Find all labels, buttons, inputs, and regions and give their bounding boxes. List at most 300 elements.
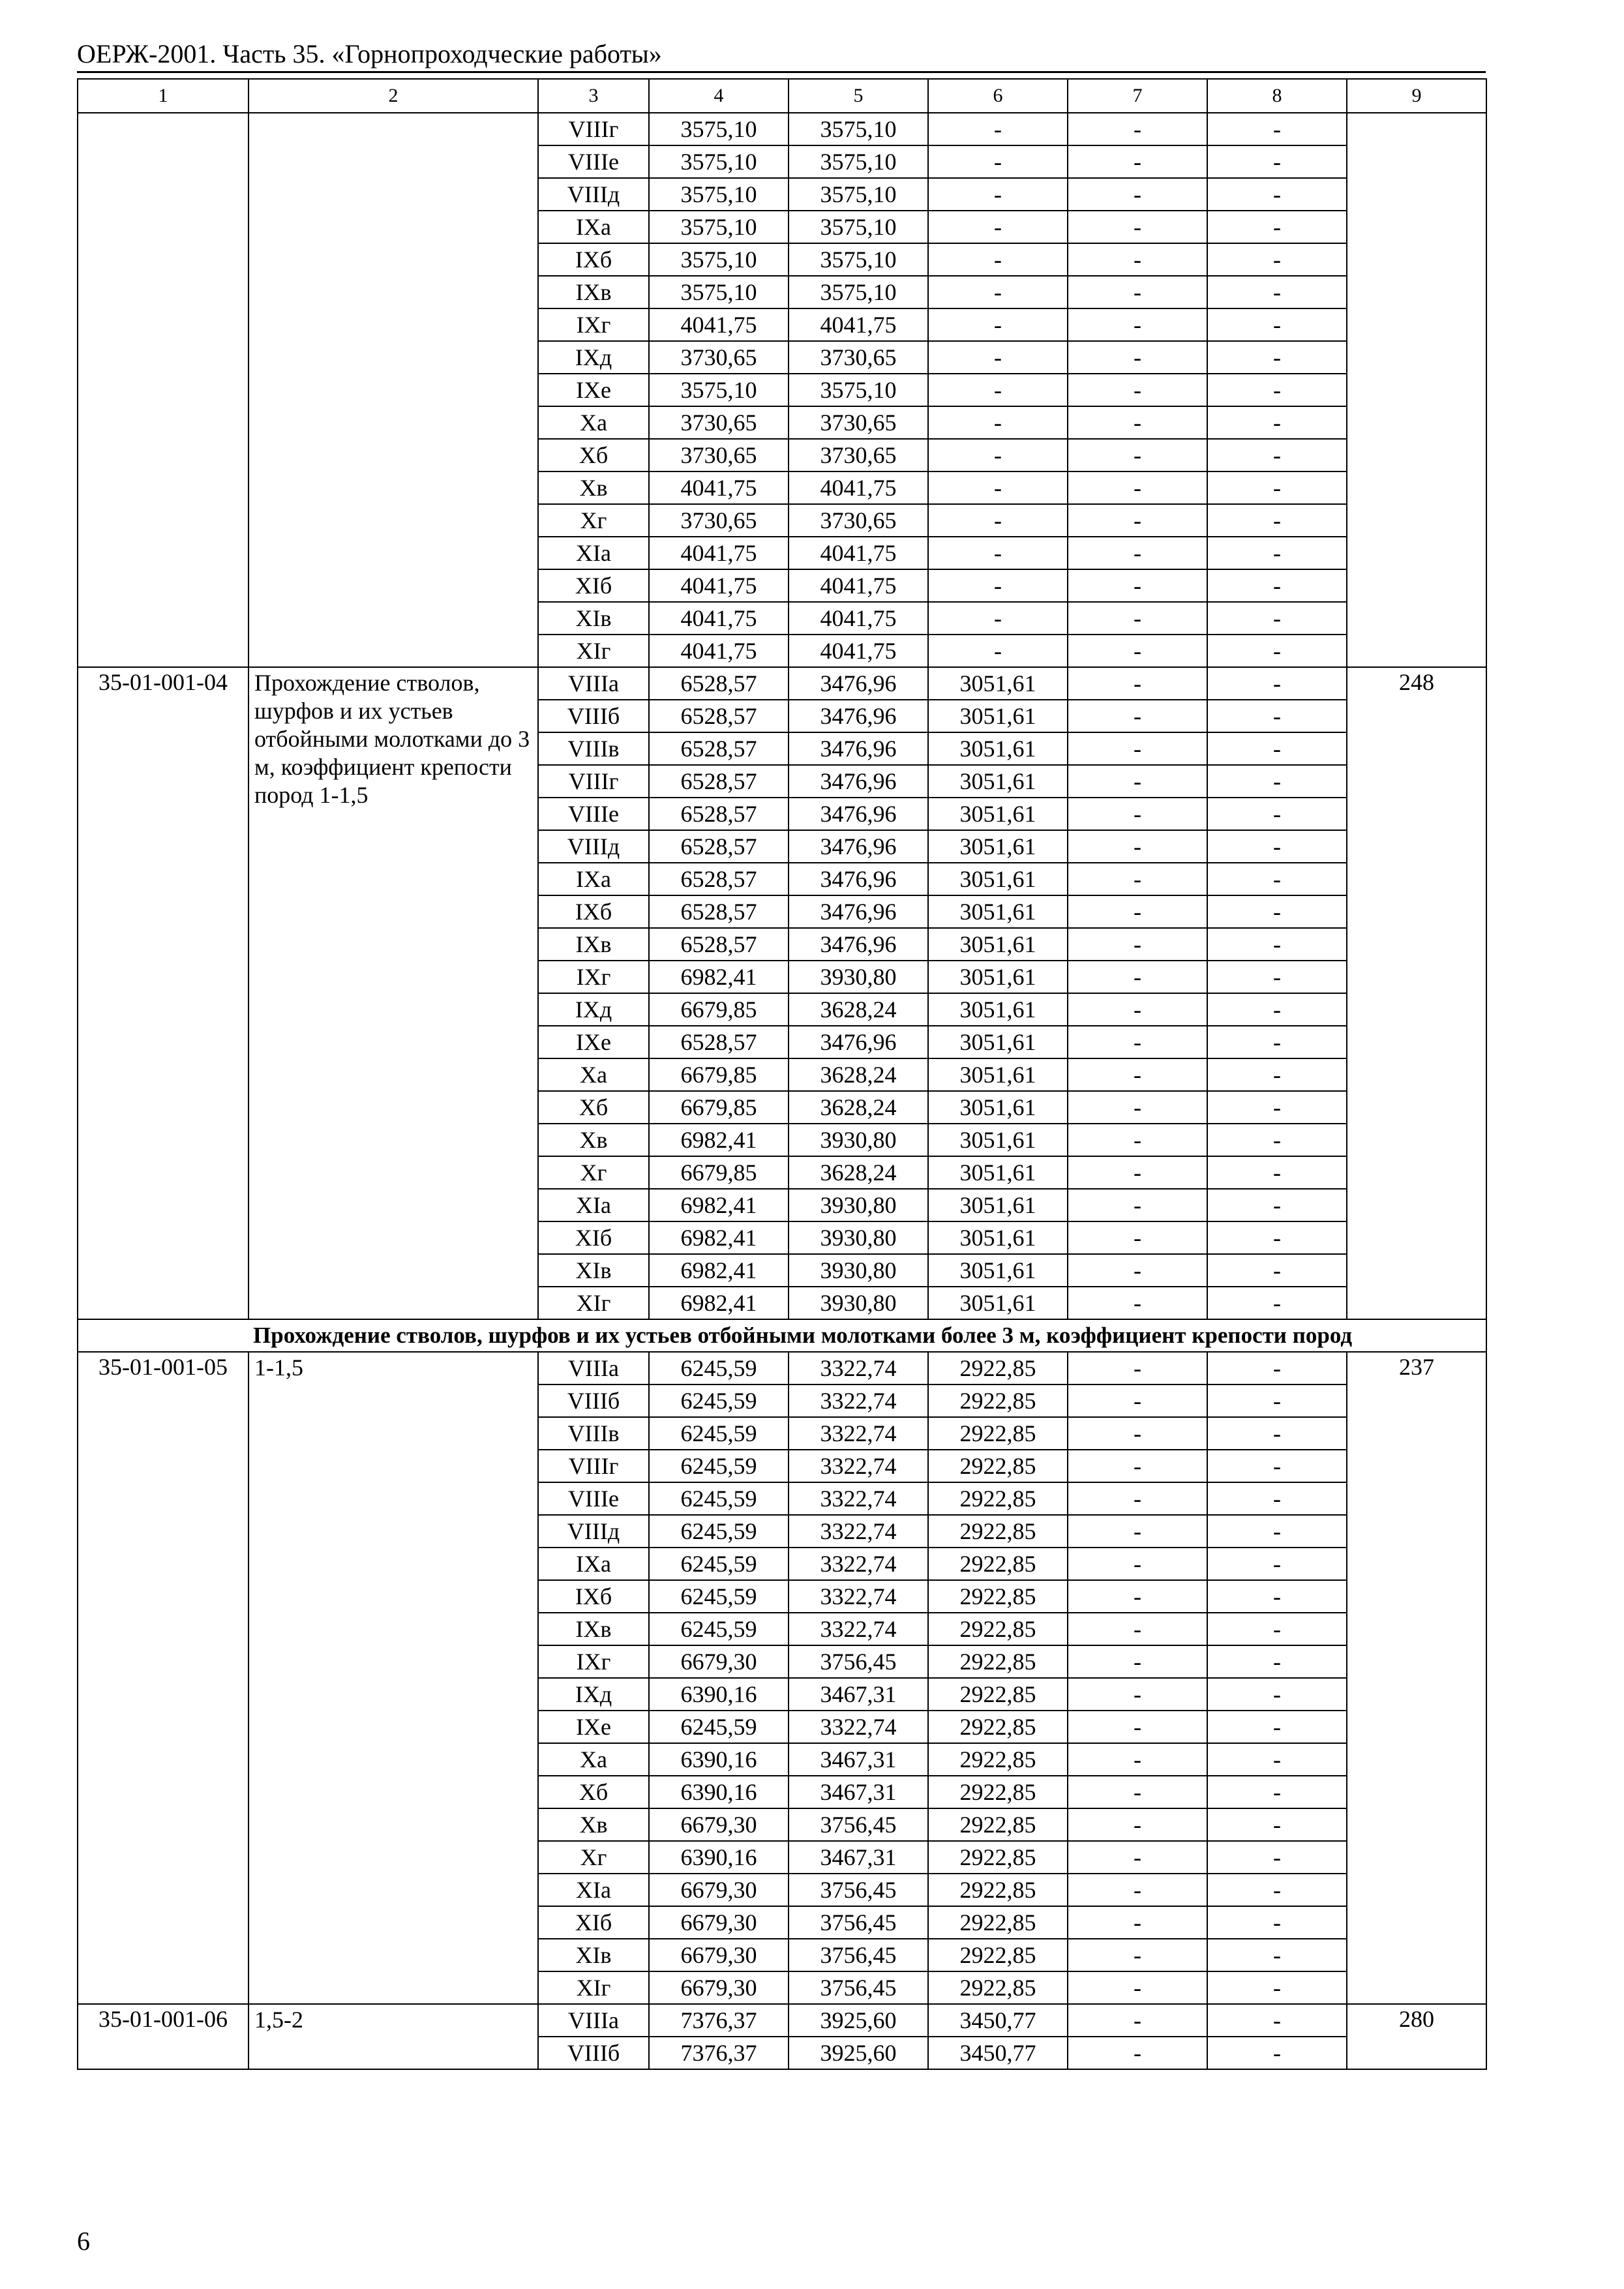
wages-cell: 3322,74	[789, 1711, 928, 1743]
materials-cell: -	[1207, 700, 1347, 732]
total-cost-cell: 6528,57	[649, 830, 789, 863]
drivers-wages-cell: -	[1068, 635, 1207, 667]
machines-cell: 2922,85	[928, 1645, 1068, 1678]
machines-cell: 3051,61	[928, 1091, 1068, 1124]
wages-cell: 3322,74	[789, 1548, 928, 1580]
wages-cell: 3730,65	[789, 406, 928, 439]
materials-cell: -	[1207, 2004, 1347, 2037]
machines-cell: 3051,61	[928, 765, 1068, 798]
machines-cell: 3051,61	[928, 700, 1068, 732]
materials-cell: -	[1207, 635, 1347, 667]
zone-cell: Xа	[538, 1058, 649, 1091]
machines-cell: -	[928, 406, 1068, 439]
drivers-wages-cell: -	[1068, 308, 1207, 341]
wages-cell: 3756,45	[789, 1939, 928, 1971]
machines-cell: 3051,61	[928, 667, 1068, 700]
table-row	[78, 1352, 1486, 1384]
total-cost-cell: 6528,57	[649, 765, 789, 798]
total-cost-cell: 4041,75	[649, 635, 789, 667]
wages-cell: 3476,96	[789, 667, 928, 700]
machines-cell: 3051,61	[928, 830, 1068, 863]
machines-cell: -	[928, 243, 1068, 276]
column-number: 7	[1068, 79, 1207, 113]
rate-code	[78, 113, 248, 667]
total-cost-cell: 6245,59	[649, 1548, 789, 1580]
machines-cell: 3051,61	[928, 1026, 1068, 1058]
wages-cell: 3575,10	[789, 178, 928, 211]
materials-cell: -	[1207, 504, 1347, 537]
total-cost-cell: 6528,57	[649, 928, 789, 961]
drivers-wages-cell: -	[1068, 602, 1207, 635]
drivers-wages-cell: -	[1068, 243, 1207, 276]
materials-cell: -	[1207, 961, 1347, 993]
total-cost-cell: 6982,41	[649, 1189, 789, 1221]
zone-cell: XIб	[538, 569, 649, 602]
total-cost-cell: 6528,57	[649, 732, 789, 765]
materials-cell: -	[1207, 276, 1347, 308]
wages-cell: 3476,96	[789, 830, 928, 863]
drivers-wages-cell: -	[1068, 863, 1207, 895]
labor-cost: 237	[1347, 1352, 1486, 2004]
total-cost-cell: 6245,59	[649, 1417, 789, 1450]
zone-cell: Xб	[538, 439, 649, 471]
drivers-wages-cell: -	[1068, 1613, 1207, 1645]
drivers-wages-cell: -	[1068, 471, 1207, 504]
materials-cell: -	[1207, 145, 1347, 178]
materials-cell: -	[1207, 1678, 1347, 1711]
total-cost-cell: 6679,85	[649, 1156, 789, 1189]
wages-cell: 3476,96	[789, 765, 928, 798]
wages-cell: 3930,80	[789, 1287, 928, 1319]
total-cost-cell: 6679,30	[649, 1906, 789, 1939]
zone-cell: IXд	[538, 993, 649, 1026]
zone-cell: IXа	[538, 211, 649, 243]
total-cost-cell: 6390,16	[649, 1678, 789, 1711]
drivers-wages-cell: -	[1068, 1548, 1207, 1580]
drivers-wages-cell: -	[1068, 732, 1207, 765]
machines-cell: -	[928, 276, 1068, 308]
drivers-wages-cell: -	[1068, 1156, 1207, 1189]
total-cost-cell: 6679,30	[649, 1808, 789, 1841]
materials-cell: -	[1207, 830, 1347, 863]
total-cost-cell: 6245,59	[649, 1384, 789, 1417]
machines-cell: 2922,85	[928, 1580, 1068, 1613]
machines-cell: 3051,61	[928, 1254, 1068, 1287]
materials-cell: -	[1207, 374, 1347, 406]
drivers-wages-cell: -	[1068, 1254, 1207, 1287]
wages-cell: 3476,96	[789, 928, 928, 961]
machines-cell: 2922,85	[928, 1352, 1068, 1384]
machines-cell: 2922,85	[928, 1678, 1068, 1711]
rate-code: 35-01-001-04	[78, 667, 248, 1319]
zone-cell: Xа	[538, 1743, 649, 1776]
zone-cell: IXв	[538, 276, 649, 308]
materials-cell: -	[1207, 308, 1347, 341]
zone-cell: IXг	[538, 308, 649, 341]
zone-cell: XIа	[538, 537, 649, 569]
materials-cell: -	[1207, 1254, 1347, 1287]
drivers-wages-cell: -	[1068, 276, 1207, 308]
drivers-wages-cell: -	[1068, 145, 1207, 178]
machines-cell: 2922,85	[928, 1384, 1068, 1417]
zone-cell: VIIIв	[538, 1417, 649, 1450]
drivers-wages-cell: -	[1068, 1450, 1207, 1482]
total-cost-cell: 3575,10	[649, 243, 789, 276]
materials-cell: -	[1207, 1645, 1347, 1678]
machines-cell: 3051,61	[928, 961, 1068, 993]
total-cost-cell: 6390,16	[649, 1841, 789, 1874]
materials-cell: -	[1207, 1287, 1347, 1319]
zone-cell: VIIIе	[538, 145, 649, 178]
machines-cell: -	[928, 145, 1068, 178]
column-number: 5	[789, 79, 928, 113]
zone-cell: Xб	[538, 1776, 649, 1808]
drivers-wages-cell: -	[1068, 1417, 1207, 1450]
total-cost-cell: 7376,37	[649, 2037, 789, 2069]
wages-cell: 3575,10	[789, 113, 928, 145]
machines-cell: 2922,85	[928, 1711, 1068, 1743]
zone-cell: XIг	[538, 1971, 649, 2004]
materials-cell: -	[1207, 178, 1347, 211]
wages-cell: 3476,96	[789, 1026, 928, 1058]
wages-cell: 3467,31	[789, 1678, 928, 1711]
materials-cell: -	[1207, 1776, 1347, 1808]
machines-cell: 3051,61	[928, 895, 1068, 928]
drivers-wages-cell: -	[1068, 537, 1207, 569]
materials-cell: -	[1207, 1450, 1347, 1482]
materials-cell: -	[1207, 1971, 1347, 2004]
machines-cell: 2922,85	[928, 1939, 1068, 1971]
total-cost-cell: 6679,85	[649, 1058, 789, 1091]
wages-cell: 3628,24	[789, 1156, 928, 1189]
zone-cell: IXб	[538, 1580, 649, 1613]
total-cost-cell: 6679,85	[649, 1091, 789, 1124]
drivers-wages-cell: -	[1068, 830, 1207, 863]
total-cost-cell: 6982,41	[649, 1287, 789, 1319]
total-cost-cell: 6245,59	[649, 1613, 789, 1645]
total-cost-cell: 6982,41	[649, 1254, 789, 1287]
zone-cell: VIIIа	[538, 667, 649, 700]
wages-cell: 3930,80	[789, 961, 928, 993]
wages-cell: 3467,31	[789, 1841, 928, 1874]
drivers-wages-cell: -	[1068, 341, 1207, 374]
section-heading: Прохождение стволов, шурфов и их устьев отбойными молотками более 3 м, коэффициент крепости пород	[78, 1319, 1486, 1352]
wages-cell: 4041,75	[789, 602, 928, 635]
wages-cell: 3925,60	[789, 2004, 928, 2037]
machines-cell: -	[928, 602, 1068, 635]
materials-cell: -	[1207, 993, 1347, 1026]
zone-cell: XIб	[538, 1221, 649, 1254]
drivers-wages-cell: -	[1068, 1058, 1207, 1091]
document-header: ОЕРЖ-2001. Часть 35. «Горнопроходческие работы»	[77, 39, 662, 68]
drivers-wages-cell: -	[1068, 1874, 1207, 1906]
wages-cell: 4041,75	[789, 308, 928, 341]
drivers-wages-cell: -	[1068, 504, 1207, 537]
total-cost-cell: 3730,65	[649, 439, 789, 471]
drivers-wages-cell: -	[1068, 798, 1207, 830]
wages-cell: 3628,24	[789, 1058, 928, 1091]
drivers-wages-cell: -	[1068, 1026, 1207, 1058]
zone-cell: XIв	[538, 1939, 649, 1971]
zone-cell: IXг	[538, 1645, 649, 1678]
zone-cell: VIIIд	[538, 178, 649, 211]
wages-cell: 3730,65	[789, 439, 928, 471]
total-cost-cell: 6679,85	[649, 993, 789, 1026]
total-cost-cell: 6245,59	[649, 1711, 789, 1743]
drivers-wages-cell: -	[1068, 1841, 1207, 1874]
machines-cell: 2922,85	[928, 1417, 1068, 1450]
wages-cell: 3575,10	[789, 243, 928, 276]
machines-cell: 3450,77	[928, 2004, 1068, 2037]
materials-cell: -	[1207, 2037, 1347, 2069]
zone-cell: IXв	[538, 928, 649, 961]
materials-cell: -	[1207, 1417, 1347, 1450]
drivers-wages-cell: -	[1068, 1124, 1207, 1156]
zone-cell: VIIIб	[538, 700, 649, 732]
section-heading-row	[78, 1319, 1486, 1352]
machines-cell: 3051,61	[928, 1287, 1068, 1319]
materials-cell: -	[1207, 1613, 1347, 1645]
materials-cell: -	[1207, 765, 1347, 798]
zone-cell: VIIIе	[538, 1482, 649, 1515]
labor-cost	[1347, 113, 1486, 667]
machines-cell: -	[928, 308, 1068, 341]
drivers-wages-cell: -	[1068, 1776, 1207, 1808]
total-cost-cell: 3730,65	[649, 504, 789, 537]
zone-cell: IXа	[538, 1548, 649, 1580]
drivers-wages-cell: -	[1068, 1808, 1207, 1841]
total-cost-cell: 3575,10	[649, 276, 789, 308]
machines-cell: -	[928, 113, 1068, 145]
total-cost-cell: 4041,75	[649, 471, 789, 504]
zone-cell: XIв	[538, 1254, 649, 1287]
total-cost-cell: 6528,57	[649, 1026, 789, 1058]
total-cost-cell: 6982,41	[649, 1124, 789, 1156]
drivers-wages-cell: -	[1068, 1580, 1207, 1613]
zone-cell: VIIIа	[538, 1352, 649, 1384]
machines-cell: 2922,85	[928, 1808, 1068, 1841]
materials-cell: -	[1207, 895, 1347, 928]
rate-code: 35-01-001-05	[78, 1352, 248, 2004]
machines-cell: 2922,85	[928, 1971, 1068, 2004]
drivers-wages-cell: -	[1068, 895, 1207, 928]
machines-cell: 2922,85	[928, 1776, 1068, 1808]
materials-cell: -	[1207, 732, 1347, 765]
drivers-wages-cell: -	[1068, 1091, 1207, 1124]
materials-cell: -	[1207, 569, 1347, 602]
zone-cell: Xг	[538, 1841, 649, 1874]
wages-cell: 4041,75	[789, 635, 928, 667]
materials-cell: -	[1207, 602, 1347, 635]
wages-cell: 3756,45	[789, 1808, 928, 1841]
machines-cell: 3051,61	[928, 798, 1068, 830]
materials-cell: -	[1207, 1743, 1347, 1776]
wages-cell: 3756,45	[789, 1645, 928, 1678]
materials-cell: -	[1207, 1156, 1347, 1189]
drivers-wages-cell: -	[1068, 700, 1207, 732]
total-cost-cell: 3730,65	[649, 341, 789, 374]
materials-cell: -	[1207, 1939, 1347, 1971]
materials-cell: -	[1207, 341, 1347, 374]
zone-cell: IXг	[538, 961, 649, 993]
wages-cell: 3756,45	[789, 1874, 928, 1906]
machines-cell: 3051,61	[928, 1156, 1068, 1189]
wages-cell: 3322,74	[789, 1384, 928, 1417]
total-cost-cell: 6679,30	[649, 1939, 789, 1971]
materials-cell: -	[1207, 798, 1347, 830]
price-table	[77, 78, 1487, 2070]
materials-cell: -	[1207, 863, 1347, 895]
drivers-wages-cell: -	[1068, 1287, 1207, 1319]
drivers-wages-cell: -	[1068, 1384, 1207, 1417]
machines-cell: 2922,85	[928, 1743, 1068, 1776]
drivers-wages-cell: -	[1068, 2037, 1207, 2069]
machines-cell: 3450,77	[928, 2037, 1068, 2069]
machines-cell: 3051,61	[928, 1189, 1068, 1221]
wages-cell: 3322,74	[789, 1417, 928, 1450]
total-cost-cell: 3575,10	[649, 178, 789, 211]
drivers-wages-cell: -	[1068, 211, 1207, 243]
machines-cell: 3051,61	[928, 1058, 1068, 1091]
total-cost-cell: 4041,75	[649, 537, 789, 569]
wages-cell: 4041,75	[789, 471, 928, 504]
materials-cell: -	[1207, 1808, 1347, 1841]
machines-cell: 3051,61	[928, 928, 1068, 961]
total-cost-cell: 7376,37	[649, 2004, 789, 2037]
materials-cell: -	[1207, 1189, 1347, 1221]
machines-cell: -	[928, 439, 1068, 471]
labor-cost: 248	[1347, 667, 1486, 1319]
materials-cell: -	[1207, 1874, 1347, 1906]
work-description: 1,5-2	[248, 2004, 538, 2069]
materials-cell: -	[1207, 471, 1347, 504]
machines-cell: -	[928, 569, 1068, 602]
table-body	[78, 79, 1486, 2069]
machines-cell: 2922,85	[928, 1548, 1068, 1580]
drivers-wages-cell: -	[1068, 569, 1207, 602]
wages-cell: 3756,45	[789, 1906, 928, 1939]
column-number: 8	[1207, 79, 1347, 113]
drivers-wages-cell: -	[1068, 406, 1207, 439]
total-cost-cell: 6390,16	[649, 1743, 789, 1776]
drivers-wages-cell: -	[1068, 928, 1207, 961]
wages-cell: 3730,65	[789, 341, 928, 374]
total-cost-cell: 6245,59	[649, 1450, 789, 1482]
wages-cell: 4041,75	[789, 537, 928, 569]
zone-cell: Xв	[538, 1124, 649, 1156]
zone-cell: XIв	[538, 602, 649, 635]
machines-cell: 2922,85	[928, 1841, 1068, 1874]
drivers-wages-cell: -	[1068, 1189, 1207, 1221]
machines-cell: -	[928, 341, 1068, 374]
machines-cell: 2922,85	[928, 1613, 1068, 1645]
materials-cell: -	[1207, 1548, 1347, 1580]
total-cost-cell: 4041,75	[649, 569, 789, 602]
total-cost-cell: 6245,59	[649, 1352, 789, 1384]
column-number: 3	[538, 79, 649, 113]
zone-cell: IXе	[538, 1711, 649, 1743]
wages-cell: 4041,75	[789, 569, 928, 602]
zone-cell: XIа	[538, 1189, 649, 1221]
materials-cell: -	[1207, 1515, 1347, 1548]
zone-cell: VIIIб	[538, 2037, 649, 2069]
drivers-wages-cell: -	[1068, 667, 1207, 700]
column-number: 4	[649, 79, 789, 113]
drivers-wages-cell: -	[1068, 1482, 1207, 1515]
materials-cell: -	[1207, 211, 1347, 243]
drivers-wages-cell: -	[1068, 439, 1207, 471]
machines-cell: -	[928, 471, 1068, 504]
materials-cell: -	[1207, 667, 1347, 700]
drivers-wages-cell: -	[1068, 1678, 1207, 1711]
zone-cell: IXб	[538, 243, 649, 276]
materials-cell: -	[1207, 243, 1347, 276]
wages-cell: 3467,31	[789, 1776, 928, 1808]
wages-cell: 3575,10	[789, 211, 928, 243]
drivers-wages-cell: -	[1068, 1743, 1207, 1776]
materials-cell: -	[1207, 1124, 1347, 1156]
rate-code: 35-01-001-06	[78, 2004, 248, 2069]
wages-cell: 3322,74	[789, 1515, 928, 1548]
materials-cell: -	[1207, 1580, 1347, 1613]
total-cost-cell: 6982,41	[649, 961, 789, 993]
drivers-wages-cell: -	[1068, 1971, 1207, 2004]
zone-cell: XIб	[538, 1906, 649, 1939]
machines-cell: -	[928, 504, 1068, 537]
zone-cell: VIIIг	[538, 113, 649, 145]
machines-cell: 2922,85	[928, 1450, 1068, 1482]
zone-cell: Xв	[538, 471, 649, 504]
machines-cell: 2922,85	[928, 1515, 1068, 1548]
total-cost-cell: 6528,57	[649, 895, 789, 928]
wages-cell: 3476,96	[789, 732, 928, 765]
drivers-wages-cell: -	[1068, 1711, 1207, 1743]
wages-cell: 3575,10	[789, 374, 928, 406]
drivers-wages-cell: -	[1068, 113, 1207, 145]
column-number: 2	[248, 79, 538, 113]
machines-cell: -	[928, 211, 1068, 243]
total-cost-cell: 6528,57	[649, 863, 789, 895]
drivers-wages-cell: -	[1068, 1515, 1207, 1548]
zone-cell: IXе	[538, 374, 649, 406]
wages-cell: 3575,10	[789, 145, 928, 178]
zone-cell: XIг	[538, 635, 649, 667]
zone-cell: Xг	[538, 1156, 649, 1189]
table-row	[78, 2004, 1486, 2037]
drivers-wages-cell: -	[1068, 765, 1207, 798]
page-number: 6	[77, 2226, 90, 2256]
wages-cell: 3476,96	[789, 895, 928, 928]
zone-cell: XIг	[538, 1287, 649, 1319]
total-cost-cell: 4041,75	[649, 308, 789, 341]
zone-cell: VIIIе	[538, 798, 649, 830]
machines-cell: 3051,61	[928, 863, 1068, 895]
column-number-row	[78, 79, 1486, 113]
machines-cell: 2922,85	[928, 1482, 1068, 1515]
total-cost-cell: 6679,30	[649, 1645, 789, 1678]
zone-cell: Xа	[538, 406, 649, 439]
wages-cell: 3925,60	[789, 2037, 928, 2069]
total-cost-cell: 3730,65	[649, 406, 789, 439]
materials-cell: -	[1207, 1906, 1347, 1939]
total-cost-cell: 6679,30	[649, 1874, 789, 1906]
machines-cell: 2922,85	[928, 1874, 1068, 1906]
wages-cell: 3476,96	[789, 700, 928, 732]
drivers-wages-cell: -	[1068, 993, 1207, 1026]
wages-cell: 3476,96	[789, 863, 928, 895]
materials-cell: -	[1207, 1091, 1347, 1124]
wages-cell: 3930,80	[789, 1124, 928, 1156]
